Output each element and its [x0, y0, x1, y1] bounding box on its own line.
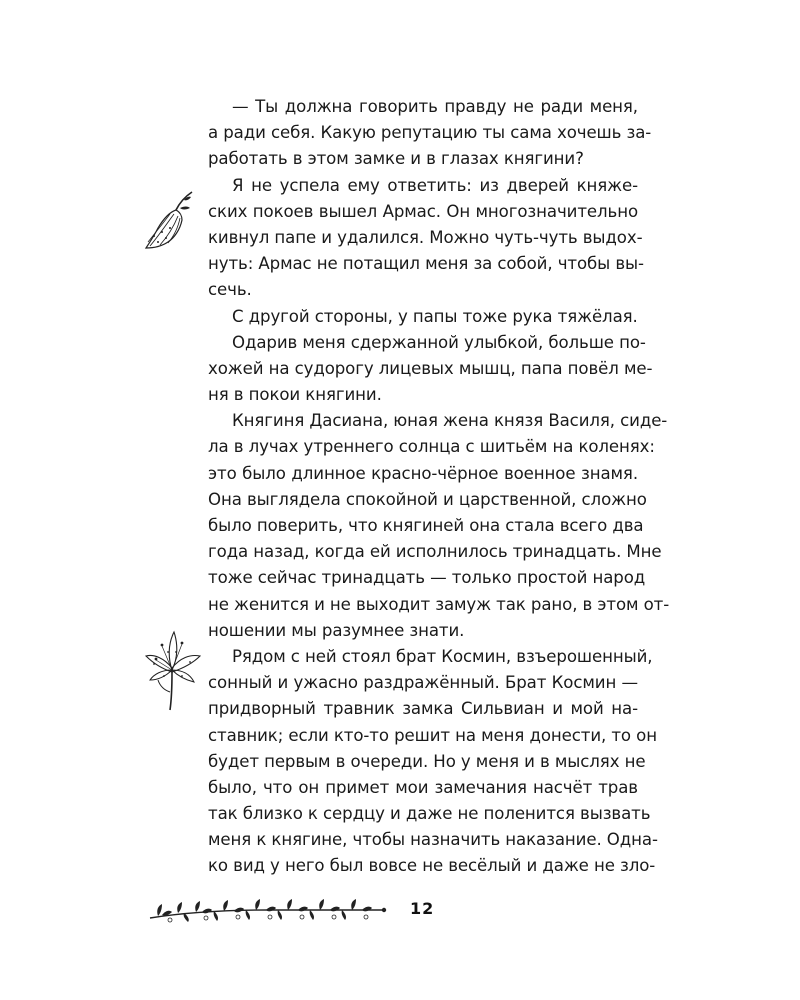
- text-line: Она выглядела спокойной и царственной, сложно: [208, 489, 647, 509]
- text-line: — Ты должна говорить правду не ради меня,: [232, 97, 638, 116]
- text-line: сонный и ужасно раздражённый. Брат Космин —: [208, 673, 638, 693]
- text-line: ских покоев вышел Армас. Он многозначительно: [208, 201, 638, 221]
- text-line: работать в этом замке и в глазах княгини?: [208, 149, 584, 169]
- text-line: сечь.: [208, 280, 252, 300]
- text-line: не женится и не выходит замуж так рано, в этом от-: [208, 594, 670, 614]
- text-line: С другой стороны, у папы тоже рука тяжёлая.: [232, 306, 638, 326]
- text-line: так близко к сердцу и даже не поленится вызвать: [208, 804, 651, 824]
- text-line: года назад, когда ей исполнилось тринадцать. Мне: [208, 542, 662, 562]
- text-line: тоже сейчас тринадцать — только простой народ: [208, 568, 646, 588]
- text-line: ко вид у него был вовсе не весёлый и даже не зло-: [208, 856, 656, 876]
- text-line: меня к княгине, чтобы назначить наказание. Одна-: [208, 830, 658, 850]
- text-line: а ради себя. Какую репутацию ты сама хочешь за-: [208, 123, 652, 143]
- vine-footer-ornament-icon: [148, 896, 388, 926]
- text-line: было, что он примет мои замечания насчёт трав: [208, 777, 638, 797]
- text-line: хожей на судорогу лицевых мышц, папа повёл ме-: [208, 358, 653, 378]
- page-number: 12: [410, 899, 435, 918]
- text-line: это было длинное красно-чёрное военное знамя.: [208, 463, 638, 483]
- text-line: ла в лучах утреннего солнца с шитьём на коленях:: [208, 437, 655, 457]
- body-text: [208, 94, 670, 880]
- text-line: ношении мы разумнее знати.: [208, 620, 465, 640]
- text-line: придворный травник замка Сильвиан и мой на-: [208, 699, 638, 719]
- text-line: ня в покои княгини.: [208, 385, 382, 405]
- text-line: Одарив меня сдержанной улыбкой, больше по-: [232, 332, 646, 352]
- text-line: будет первым в очереди. Но у меня и в мыслях не: [208, 751, 646, 771]
- bellflower-ornament-icon: [140, 188, 196, 254]
- lily-flower-ornament-icon: [142, 628, 204, 712]
- text-line: Княгиня Дасиана, юная жена князя Василя, сиде-: [232, 411, 668, 431]
- text-line: Рядом с ней стоял брат Космин, взъерошенный,: [232, 646, 653, 666]
- text-line: Я не успела ему ответить: из дверей княже-: [232, 175, 638, 195]
- text-line: кивнул папе и удалился. Можно чуть-чуть выдох-: [208, 227, 643, 247]
- text-line: нуть: Армас не потащил меня за собой, чтобы вы-: [208, 254, 644, 274]
- text-line: было поверить, что княгиней она стала всего два: [208, 516, 644, 535]
- text-line: ставник; если кто-то решит на меня донести, то он: [208, 725, 657, 745]
